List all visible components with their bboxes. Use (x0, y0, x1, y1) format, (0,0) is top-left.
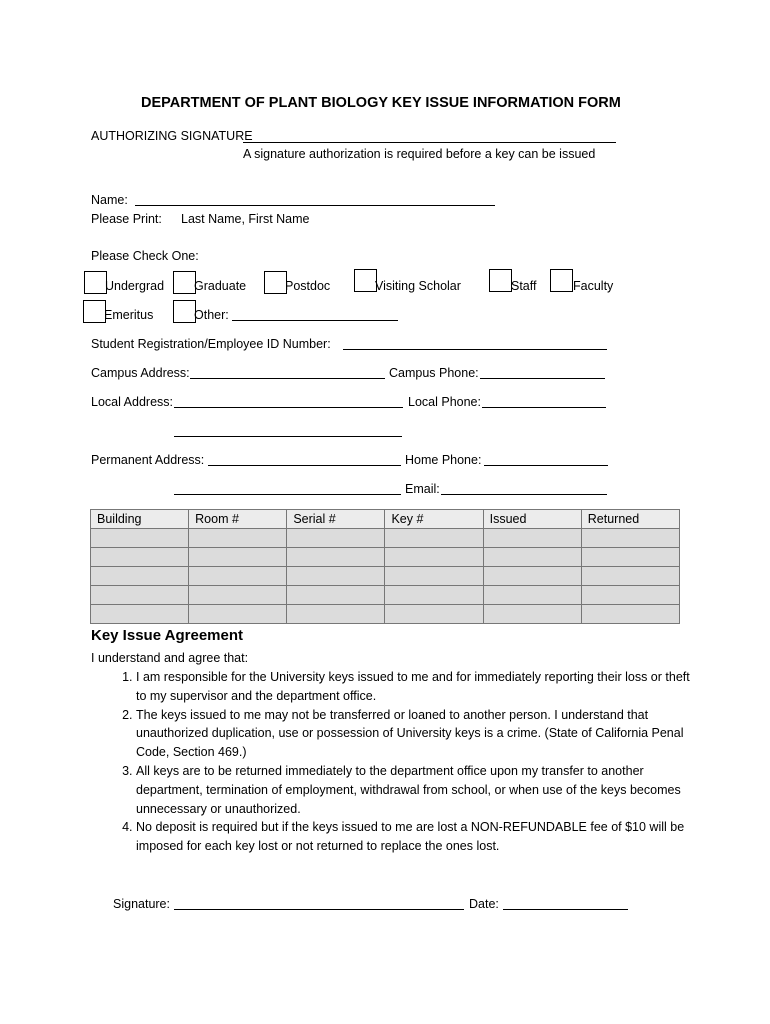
campus-address-label: Campus Address: (91, 366, 190, 380)
local-address-label: Local Address: (91, 395, 173, 409)
table-cell[interactable] (91, 586, 189, 605)
table-cell[interactable] (581, 567, 679, 586)
student-id-field[interactable] (343, 349, 607, 350)
local-address-field-line-2[interactable] (174, 436, 402, 437)
local-address-field[interactable] (174, 407, 403, 408)
table-cell[interactable] (189, 605, 287, 624)
table-cell[interactable] (91, 567, 189, 586)
column-header-key: Key # (385, 510, 483, 529)
postdoc-checkbox[interactable] (264, 271, 287, 294)
agreement-list (91, 668, 696, 856)
emeritus-label: Emeritus (104, 308, 154, 322)
form-title: DEPARTMENT OF PLANT BIOLOGY KEY ISSUE INFORMATION FORM (141, 95, 621, 111)
agreement-item: 3. All keys are to be returned immediately to the department office upon my transfer to another department, termination of employment, withdrawal from school, or when use of the keys becomes unnecessary or unauthorized. (136, 762, 696, 818)
home-phone-label: Home Phone: (405, 453, 482, 467)
staff-checkbox[interactable] (489, 269, 512, 292)
email-label: Email: (405, 482, 440, 496)
agreement-item: 1. I am responsible for the University keys issued to me and for immediately reporting their loss or theft to my supervisor and the department office. (136, 668, 696, 706)
table-cell[interactable] (385, 567, 483, 586)
table-cell[interactable] (287, 548, 385, 567)
permanent-address-field-line-2[interactable] (174, 494, 401, 495)
local-phone-field[interactable] (482, 407, 606, 408)
print-label: Please Print: (91, 212, 162, 226)
permanent-address-label: Permanent Address: (91, 453, 205, 467)
column-header-building: Building (91, 510, 189, 529)
name-field[interactable] (135, 205, 495, 206)
other-label: Other: (194, 308, 229, 322)
table-row (91, 586, 680, 605)
postdoc-label: Postdoc (285, 279, 331, 293)
name-label: Name: (91, 193, 128, 207)
table-cell[interactable] (287, 529, 385, 548)
table-row (91, 548, 680, 567)
faculty-checkbox[interactable] (550, 269, 573, 292)
student-id-label: Student Registration/Employee ID Number: (91, 337, 331, 351)
other-field[interactable] (232, 320, 398, 321)
table-cell[interactable] (287, 586, 385, 605)
table-cell[interactable] (287, 567, 385, 586)
table-cell[interactable] (385, 529, 483, 548)
table-cell[interactable] (483, 529, 581, 548)
undergrad-checkbox[interactable] (84, 271, 107, 294)
undergrad-label: Undergrad (105, 279, 165, 293)
print-hint: Last Name, First Name (181, 212, 310, 226)
graduate-checkbox[interactable] (173, 271, 196, 294)
permanent-address-field[interactable] (208, 465, 401, 466)
key-table (90, 509, 680, 624)
agreement-item: 4. No deposit is required but if the keys issued to me are lost a NON-REFUNDABLE fee of $10 will be imposed for each key lost or not returned to replace the ones lost. (136, 818, 696, 856)
authorizing-signature-label: AUTHORIZING SIGNATURE (91, 129, 253, 143)
agreement-intro: I understand and agree that: (91, 651, 249, 665)
emeritus-checkbox[interactable] (83, 300, 106, 323)
table-cell[interactable] (385, 605, 483, 624)
column-header-returned: Returned (581, 510, 679, 529)
faculty-label: Faculty (573, 279, 614, 293)
signature-label: Signature: (113, 897, 170, 911)
authorizing-signature-field[interactable] (243, 142, 616, 143)
email-field[interactable] (441, 494, 607, 495)
table-cell[interactable] (385, 548, 483, 567)
table-row (91, 567, 680, 586)
table-cell[interactable] (581, 586, 679, 605)
table-cell[interactable] (581, 605, 679, 624)
local-phone-label: Local Phone: (408, 395, 481, 409)
agreement-item: 2. The keys issued to me may not be transferred or loaned to another person. I understand that unauthorized duplication, use or possession of University keys is a crime. (State of California Penal Code, Section 469.) (136, 706, 696, 762)
check-one-label: Please Check One: (91, 249, 199, 263)
visiting-scholar-checkbox[interactable] (354, 269, 377, 292)
table-cell[interactable] (483, 586, 581, 605)
table-cell[interactable] (91, 529, 189, 548)
table-cell[interactable] (91, 605, 189, 624)
column-header-serial: Serial # (287, 510, 385, 529)
campus-address-field[interactable] (190, 378, 385, 379)
other-checkbox[interactable] (173, 300, 196, 323)
authorizing-note: A signature authorization is required before a key can be issued (243, 147, 596, 161)
table-cell[interactable] (483, 548, 581, 567)
visiting-scholar-label: Visiting Scholar (375, 279, 461, 293)
graduate-label: Graduate (194, 279, 247, 293)
agreement-heading: Key Issue Agreement (91, 627, 244, 644)
table-cell[interactable] (189, 567, 287, 586)
table-header-row (91, 510, 680, 529)
column-header-issued: Issued (483, 510, 581, 529)
table-row (91, 529, 680, 548)
table-cell[interactable] (189, 586, 287, 605)
table-cell[interactable] (189, 548, 287, 567)
table-cell[interactable] (581, 529, 679, 548)
table-cell[interactable] (483, 605, 581, 624)
table-cell[interactable] (189, 529, 287, 548)
table-cell[interactable] (91, 548, 189, 567)
signature-field[interactable] (174, 909, 464, 910)
date-label: Date: (469, 897, 499, 911)
home-phone-field[interactable] (484, 465, 608, 466)
table-cell[interactable] (385, 586, 483, 605)
table-cell[interactable] (287, 605, 385, 624)
campus-phone-field[interactable] (480, 378, 605, 379)
staff-label: Staff (511, 279, 537, 293)
column-header-room: Room # (189, 510, 287, 529)
table-row (91, 605, 680, 624)
date-field[interactable] (503, 909, 628, 910)
table-cell[interactable] (483, 567, 581, 586)
campus-phone-label: Campus Phone: (389, 366, 479, 380)
table-cell[interactable] (581, 548, 679, 567)
